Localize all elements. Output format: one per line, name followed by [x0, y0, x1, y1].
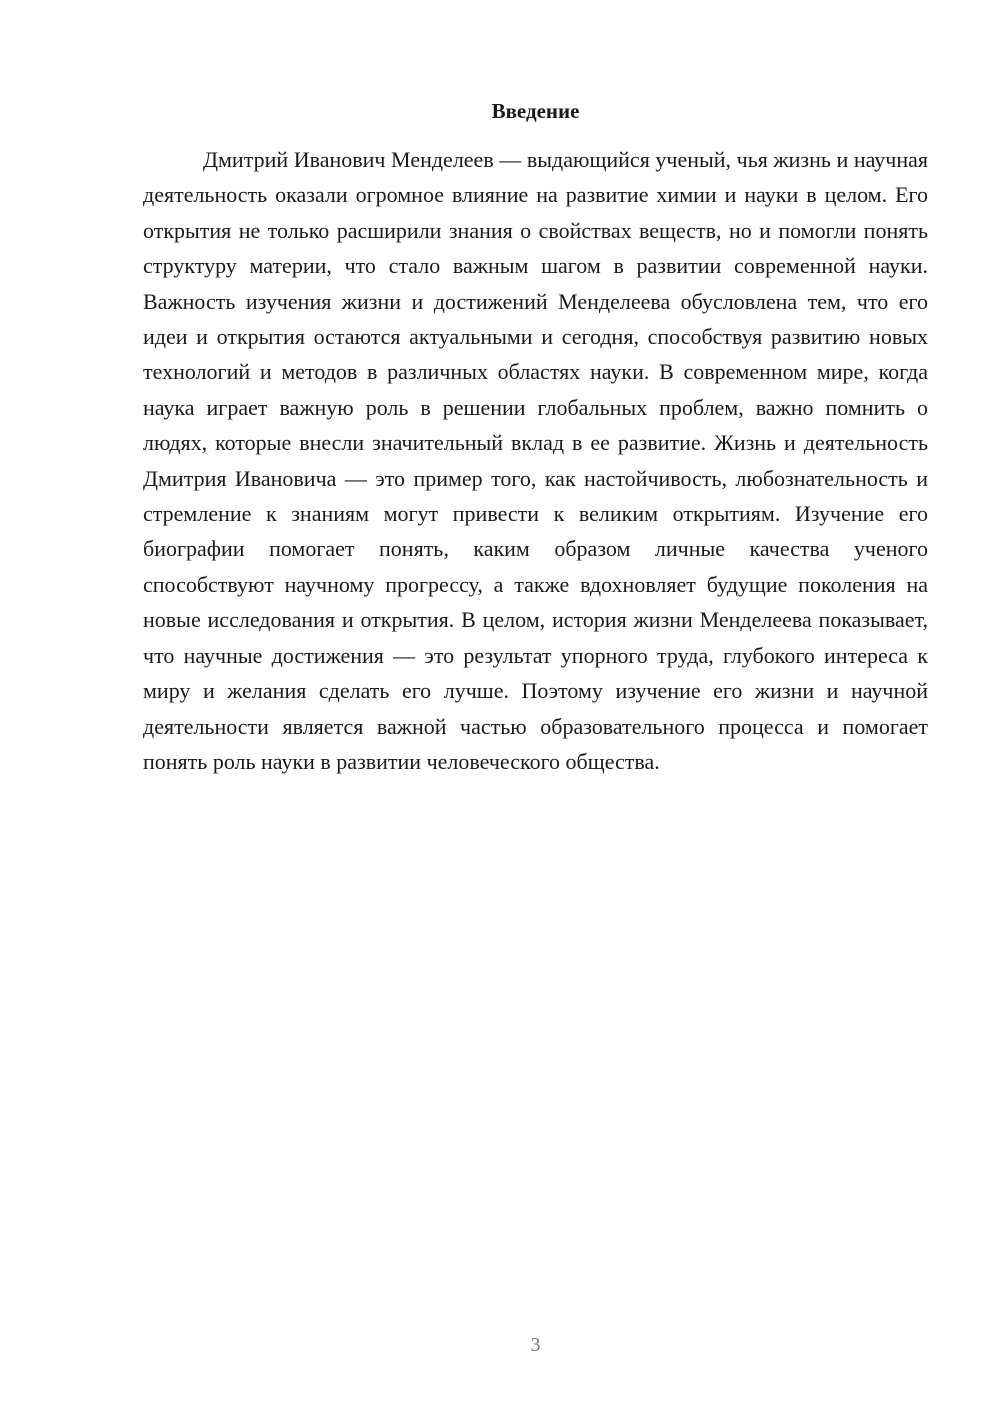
- intro-paragraph: Дмитрий Иванович Менделеев — выдающийся ученый, чья жизнь и научная деятельность оказали огромное влияние на развитие химии и науки в целом. Его открытия не только расширили знания о свойствах веществ, но и помогли понять структуру материи, что стало важным шагом в развитии современной науки. Важность изучения жизни и достижений Менделеева обусловлена тем, что его идеи и открытия остаются актуальными и сегодня, способствуя развитию новых технологий и методов в различных областях науки. В современном мире, когда наука играет важную роль в решении глобальных проблем, важно помнить о людях, которые внесли значительный вклад в ее развитие. Жизнь и деятельность Дмитрия Ивановича — это пример того, как настойчивость, любознательность и стремление к знаниям могут привести к великим открытиям. Изучение его биографии помогает понять, каким образом личные качества ученого способствуют научному прогрессу, а также вдохновляет будущие поколения на новые исследования и открытия. В целом, история жизни Менделеева показывает, что научные достижения — это результат упорного труда, глубокого интереса к миру и желания сделать его лучше. Поэтому изучение его жизни и научной деятельности является важной частью образовательного процесса и помогает понять роль науки в развитии человеческого общества.: [143, 147, 928, 774]
- page-number: 3: [530, 1334, 541, 1356]
- section-heading: Введение: [491, 99, 580, 123]
